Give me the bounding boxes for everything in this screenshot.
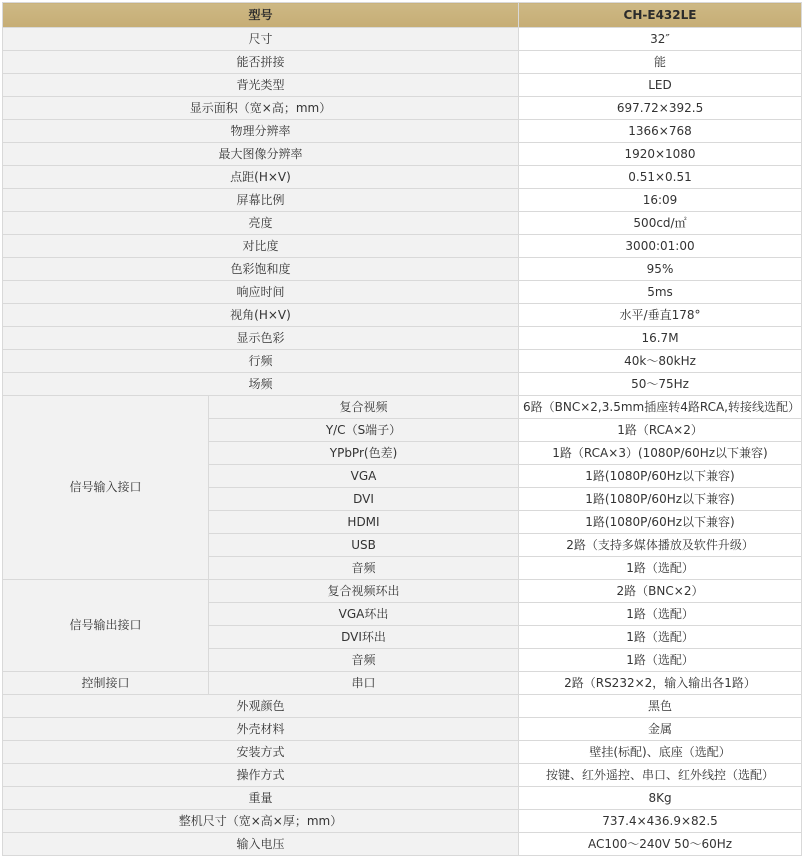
row-label-cell: 尺寸 [3,28,519,51]
table-row [3,258,802,281]
row-label-cell: 视角(H×V) [3,304,519,327]
row-label-cell: 点距(H×V) [3,166,519,189]
row-value-cell: 8Kg [519,787,802,810]
row-label-cell: 屏幕比例 [3,189,519,212]
row-value-cell: 水平/垂直178° [519,304,802,327]
row-label-cell: 背光类型 [3,74,519,97]
row-label-cell: 场频 [3,373,519,396]
row-value-cell: 3000:01:00 [519,235,802,258]
table-row [3,787,802,810]
row-label-cell: 显示色彩 [3,327,519,350]
table-row [3,281,802,304]
row-value-cell: 40k～80kHz [519,350,802,373]
row-value-cell: 500cd/㎡ [519,212,802,235]
table-row [3,396,802,419]
row-label-cell: 最大图像分辨率 [3,143,519,166]
table-body [3,3,802,856]
table-row [3,143,802,166]
table-row [3,672,802,695]
table-row [3,97,802,120]
row-sublabel-cell: HDMI [209,511,519,534]
row-label-cell: 整机尺寸（宽×高×厚；mm） [3,810,519,833]
row-sublabel-cell: 复合视频环出 [209,580,519,603]
table-row [3,764,802,787]
row-value-cell: 32″ [519,28,802,51]
row-value-cell: 1路(1080P/60Hz以下兼容) [519,488,802,511]
table-row [3,580,802,603]
table-row [3,718,802,741]
group-label-cell: 控制接口 [3,672,209,695]
table-row [3,28,802,51]
row-value-cell: 按键、红外遥控、串口、红外线控（选配） [519,764,802,787]
table-row [3,189,802,212]
row-sublabel-cell: YPbPr(色差) [209,442,519,465]
row-label-cell: 输入电压 [3,833,519,856]
table-header-row [3,3,802,28]
row-sublabel-cell: DVI [209,488,519,511]
row-value-cell: 1路（RCA×3）(1080P/60Hz以下兼容) [519,442,802,465]
table-row [3,235,802,258]
row-label-cell: 亮度 [3,212,519,235]
row-value-cell: 1路（选配） [519,557,802,580]
row-label-cell: 能否拼接 [3,51,519,74]
row-sublabel-cell: Y/C（S端子） [209,419,519,442]
row-sublabel-cell: 音频 [209,649,519,672]
row-value-cell: 1路(1080P/60Hz以下兼容) [519,465,802,488]
header-label-cell: 型号 [3,3,519,28]
row-sublabel-cell: 串口 [209,672,519,695]
row-label-cell: 外壳材料 [3,718,519,741]
row-sublabel-cell: VGA [209,465,519,488]
row-label-cell: 重量 [3,787,519,810]
row-value-cell: 2路（BNC×2） [519,580,802,603]
table-row [3,304,802,327]
row-value-cell: 16:09 [519,189,802,212]
row-label-cell: 显示面积（宽×高；mm） [3,97,519,120]
row-value-cell: 697.72×392.5 [519,97,802,120]
row-value-cell: LED [519,74,802,97]
row-value-cell: 1路（RCA×2） [519,419,802,442]
table-row [3,166,802,189]
row-label-cell: 操作方式 [3,764,519,787]
row-value-cell: 黑色 [519,695,802,718]
row-label-cell: 响应时间 [3,281,519,304]
row-value-cell: 95% [519,258,802,281]
row-value-cell: 1366×768 [519,120,802,143]
row-sublabel-cell: 音频 [209,557,519,580]
row-value-cell: 壁挂(标配)、底座（选配） [519,741,802,764]
row-label-cell: 物理分辨率 [3,120,519,143]
row-sublabel-cell: USB [209,534,519,557]
row-value-cell: 1路(1080P/60Hz以下兼容) [519,511,802,534]
row-label-cell: 行频 [3,350,519,373]
group-label-cell: 信号输出接口 [3,580,209,672]
row-sublabel-cell: DVI环出 [209,626,519,649]
table-row [3,212,802,235]
row-value-cell: 2路（RS232×2，输入输出各1路） [519,672,802,695]
row-value-cell: 0.51×0.51 [519,166,802,189]
row-value-cell: 金属 [519,718,802,741]
table-row [3,810,802,833]
row-value-cell: 1路（选配） [519,649,802,672]
table-row [3,51,802,74]
row-sublabel-cell: 复合视频 [209,396,519,419]
table-row [3,120,802,143]
row-value-cell: 1920×1080 [519,143,802,166]
row-value-cell: 能 [519,51,802,74]
row-value-cell: 5ms [519,281,802,304]
table-row [3,833,802,856]
row-label-cell: 对比度 [3,235,519,258]
group-label-cell: 信号输入接口 [3,396,209,580]
table-row [3,373,802,396]
row-value-cell: AC100～240V 50～60Hz [519,833,802,856]
row-value-cell: 1路（选配） [519,626,802,649]
row-value-cell: 6路（BNC×2,3.5mm插座转4路RCA,转接线选配） [519,396,802,419]
table-row [3,741,802,764]
row-value-cell: 2路（支持多媒体播放及软件升级） [519,534,802,557]
row-value-cell: 16.7M [519,327,802,350]
row-value-cell: 737.4×436.9×82.5 [519,810,802,833]
row-label-cell: 安装方式 [3,741,519,764]
table-row [3,695,802,718]
table-row [3,327,802,350]
table-row [3,350,802,373]
header-value-cell: CH-E432LE [519,3,802,28]
row-value-cell: 1路（选配） [519,603,802,626]
row-value-cell: 50～75Hz [519,373,802,396]
row-label-cell: 色彩饱和度 [3,258,519,281]
table-row [3,74,802,97]
row-sublabel-cell: VGA环出 [209,603,519,626]
specification-table [2,2,802,856]
row-label-cell: 外观颜色 [3,695,519,718]
